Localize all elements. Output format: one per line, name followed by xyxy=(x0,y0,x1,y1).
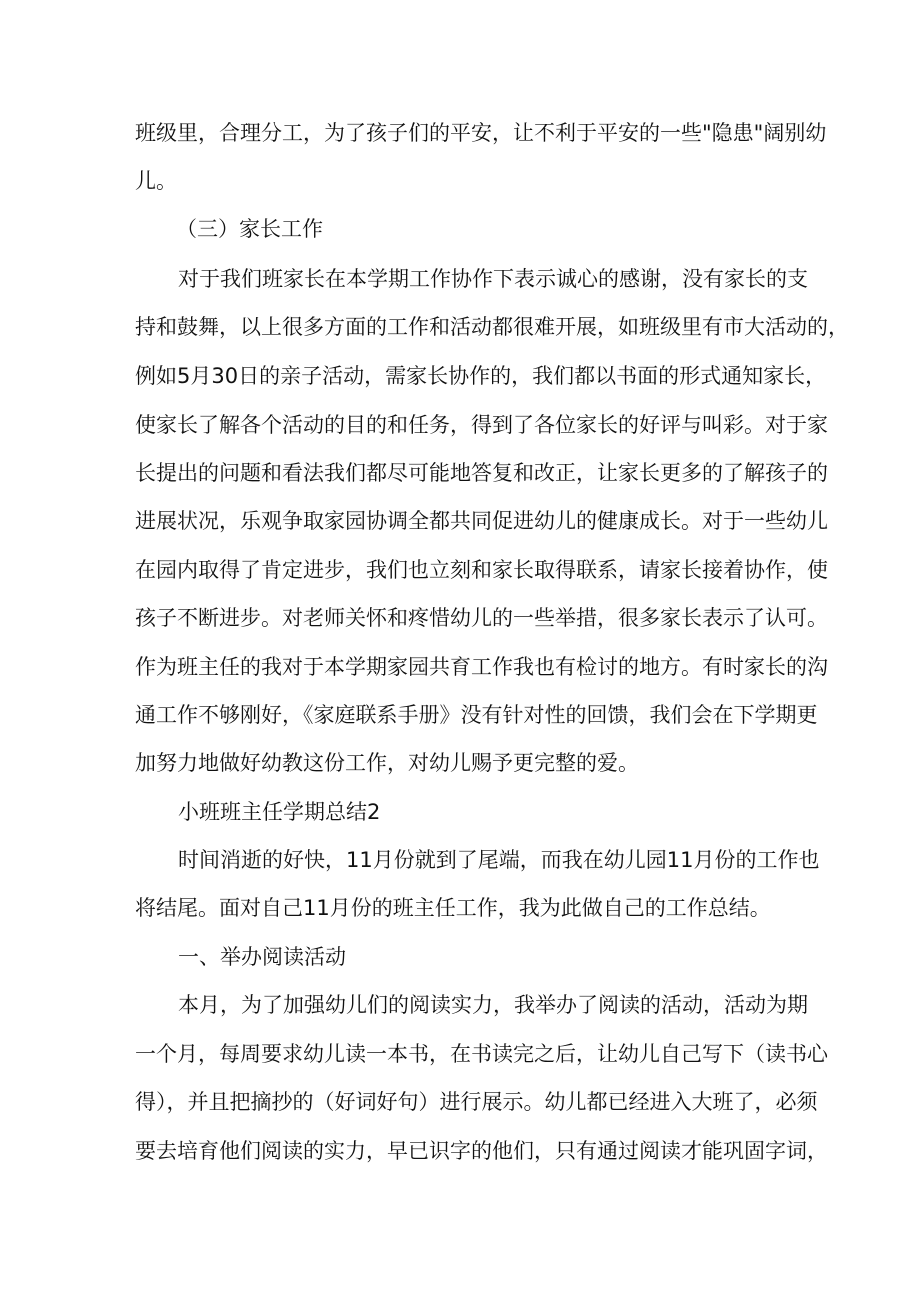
paragraph-line: 儿。 xyxy=(135,169,177,193)
paragraph-line: 例如5月30日的亲子活动，需家长协作的，我们都以书面的形式通知家长， xyxy=(135,364,827,388)
paragraph-line: 一个月，每周要求幼儿读一本书，在书读完之后，让幼儿自己写下（读书心 xyxy=(135,1042,828,1066)
paragraph-line: 使家长了解各个活动的目的和任务，得到了各位家长的好评与叫彩。对于家 xyxy=(135,413,828,437)
paragraph-line: 时间消逝的好快，11月份就到了尾端，而我在幼儿园11月份的工作也 xyxy=(178,848,820,872)
paragraph-line: 持和鼓舞，以上很多方面的工作和活动都很难开展，如班级里有市大活动的， xyxy=(135,315,849,339)
paragraph-line: 得），并且把摘抄的（好词好句）进行展示。幼儿都已经进入大班了，必须 xyxy=(135,1090,818,1114)
paragraph-line: 进展状况，乐观争取家园协调全都共同促进幼儿的健康成长。对于一些幼儿 xyxy=(135,509,828,533)
section-heading: 一、举办阅读活动 xyxy=(178,945,346,969)
paragraph-line: 要去培育他们阅读的实力，早已识字的他们，只有通过阅读才能巩固字词， xyxy=(135,1139,828,1163)
paragraph-line: 加努力地做好幼教这份工作，对幼儿赐予更完整的爱。 xyxy=(135,751,639,775)
paragraph-line: 将结尾。面对自己11月份的班主任工作，我为此做自己的工作总结。 xyxy=(135,896,771,920)
section-heading: 小班班主任学期总结2 xyxy=(178,800,381,824)
paragraph-line: 通工作不够刚好，《家庭联系手册》没有针对性的回馈，我们会在下学期更 xyxy=(135,703,818,727)
section-heading: （三）家长工作 xyxy=(176,217,323,241)
paragraph-line: 作为班主任的我对于本学期家园共育工作我也有检讨的地方。有时家长的沟 xyxy=(135,655,828,679)
paragraph-line: 孩子不断进步。对老师关怀和疼惜幼儿的一些举措，很多家长表示了认可。 xyxy=(135,606,828,630)
paragraph-line: 对于我们班家长在本学期工作协作下表示诚心的感谢，没有家长的支 xyxy=(178,267,808,291)
paragraph-line: 长提出的问题和看法我们都尽可能地答复和改正，让家长更多的了解孩子的 xyxy=(135,461,828,485)
paragraph-line: 在园内取得了肯定进步，我们也立刻和家长取得联系，请家长接着协作，使 xyxy=(135,558,828,582)
paragraph-line: 班级里，合理分工，为了孩子们的平安，让不利于平安的一些"隐患"阔别幼 xyxy=(135,121,827,145)
paragraph-line: 本月，为了加强幼儿们的阅读实力，我举办了阅读的活动，活动为期 xyxy=(178,993,808,1017)
